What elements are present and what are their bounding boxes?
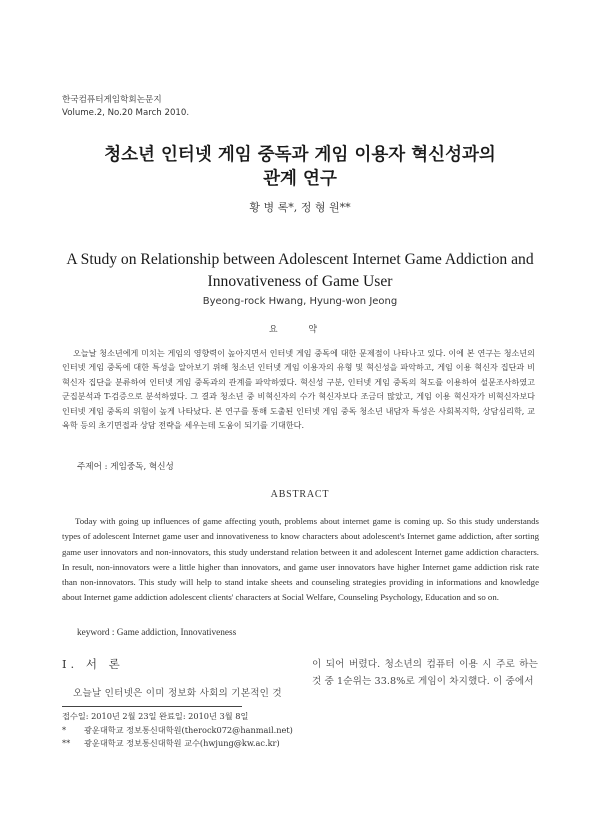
korean-title bbox=[40, 143, 560, 191]
english-abstract bbox=[62, 514, 539, 606]
section-title-introduction: Ⅰ. 서 론 bbox=[62, 657, 124, 671]
footnote-text-1: 광운대학교 정보통신대학원(therock072@hanmail.net) bbox=[84, 724, 293, 735]
korean-title-line-1: 청소년 인터넷 게임 중독과 게임 이용자 혁신성과의 bbox=[104, 145, 496, 165]
footnotes bbox=[62, 710, 293, 751]
footnote-mark-1: * bbox=[62, 724, 67, 735]
english-keywords: keyword : Game addiction, Innovativeness bbox=[77, 628, 237, 638]
korean-authors: 황 병 록*, 정 형 원** bbox=[249, 201, 351, 214]
body-text-left-column: 오늘날 인터넷은 이미 정보화 사회의 기본적인 것 bbox=[73, 688, 282, 699]
english-title bbox=[30, 249, 570, 293]
english-abstract-text: Today with going up influences of game affecting youth, problems about internet game is coming up. So this study understands types of adolescent Internet game user and innovativeness to know characters about adolescent's Internet game addiction, after sorting game user innovators and non-innovators, this study understand relation between it and adolescent Internet game addiction characters. In result, non-innovators were a little higher than innovators, and game user innovators have higher Internet game addiction risk rate than non-innovators. This study will help to stand intake sheets and counseling strategies providing in informations and knowledge about Internet game addiction adolescent clients' characters at Social Welfare, Counseling Psychology, Education and so on. bbox=[62, 516, 539, 603]
footnote-author-2 bbox=[62, 737, 293, 751]
received-dates: 접수일: 2010년 2월 23일 완료일: 2010년 3월 8일 bbox=[62, 711, 249, 721]
korean-keywords: 주제어 : 게임중독, 혁신성 bbox=[77, 462, 174, 472]
english-authors: Byeong-rock Hwang, Hyung-won Jeong bbox=[202, 296, 398, 307]
korean-abstract-heading: 요 약 bbox=[268, 325, 332, 335]
korean-title-line-2: 관계 연구 bbox=[263, 169, 337, 189]
english-title-line-1: A Study on Relationship between Adolescent Internet Game Addiction and bbox=[66, 251, 534, 268]
footnote-divider bbox=[62, 706, 242, 707]
korean-abstract bbox=[62, 346, 535, 432]
journal-volume: Volume.2, No.20 March 2010. bbox=[62, 108, 190, 118]
korean-abstract-text: 오늘날 청소년에게 미치는 게임의 영향력이 높아지면서 인터넷 게임 중독에 대한 문제점이 나타나고 있다. 이에 본 연구는 청소년의 인터넷 게임 중독에 대한 특성을 알아보기 위해 청소년 인터넷 게임 이용자의 유형 및 혁신성을 파악하고, 게임 이용 혁신자 집단과 비혁신자 집단을 분류하여 인터넷 게임 중독과의 관계를 파악하였다. 혁신성 구분, 인터넷 게임 중독의 척도를 이용하여 설문조사하였고 군집분석과 T-검증으로 분석하였다. 그 결과 청소년 중 비혁신자의 수가 혁신자보다 조금더 많았고, 게임 이용 혁신자가 비혁신자보다 인터넷 게임 중독의 위험이 높게 나타났다. 본 연구를 통해 도출된 인터넷 게임 중독 청소년 내담자 특성은 사회복지학, 상담심리학, 교육학 등의 초기면접과 상담 전략을 세우는데 도움이 되기를 기대한다. bbox=[62, 348, 535, 431]
footnote-mark-2: ** bbox=[62, 738, 71, 748]
journal-header bbox=[62, 94, 189, 120]
body-text-right-column: 이 되어 버렸다. 청소년의 컴퓨터 이용 시 주로 하는 것 중 1순위는 33.8%로 게임이 차지했다. 이 중에서 bbox=[312, 659, 538, 687]
footnote-author-1 bbox=[62, 724, 293, 738]
journal-name: 한국컴퓨터게임학회논문지 bbox=[62, 95, 162, 105]
english-abstract-heading: ABSTRACT bbox=[270, 489, 330, 500]
footnote-text-2: 광운대학교 정보통신대학원 교수(hwjung@kw.ac.kr) bbox=[84, 738, 280, 748]
english-title-line-2: Innovativeness of Game User bbox=[207, 273, 393, 290]
